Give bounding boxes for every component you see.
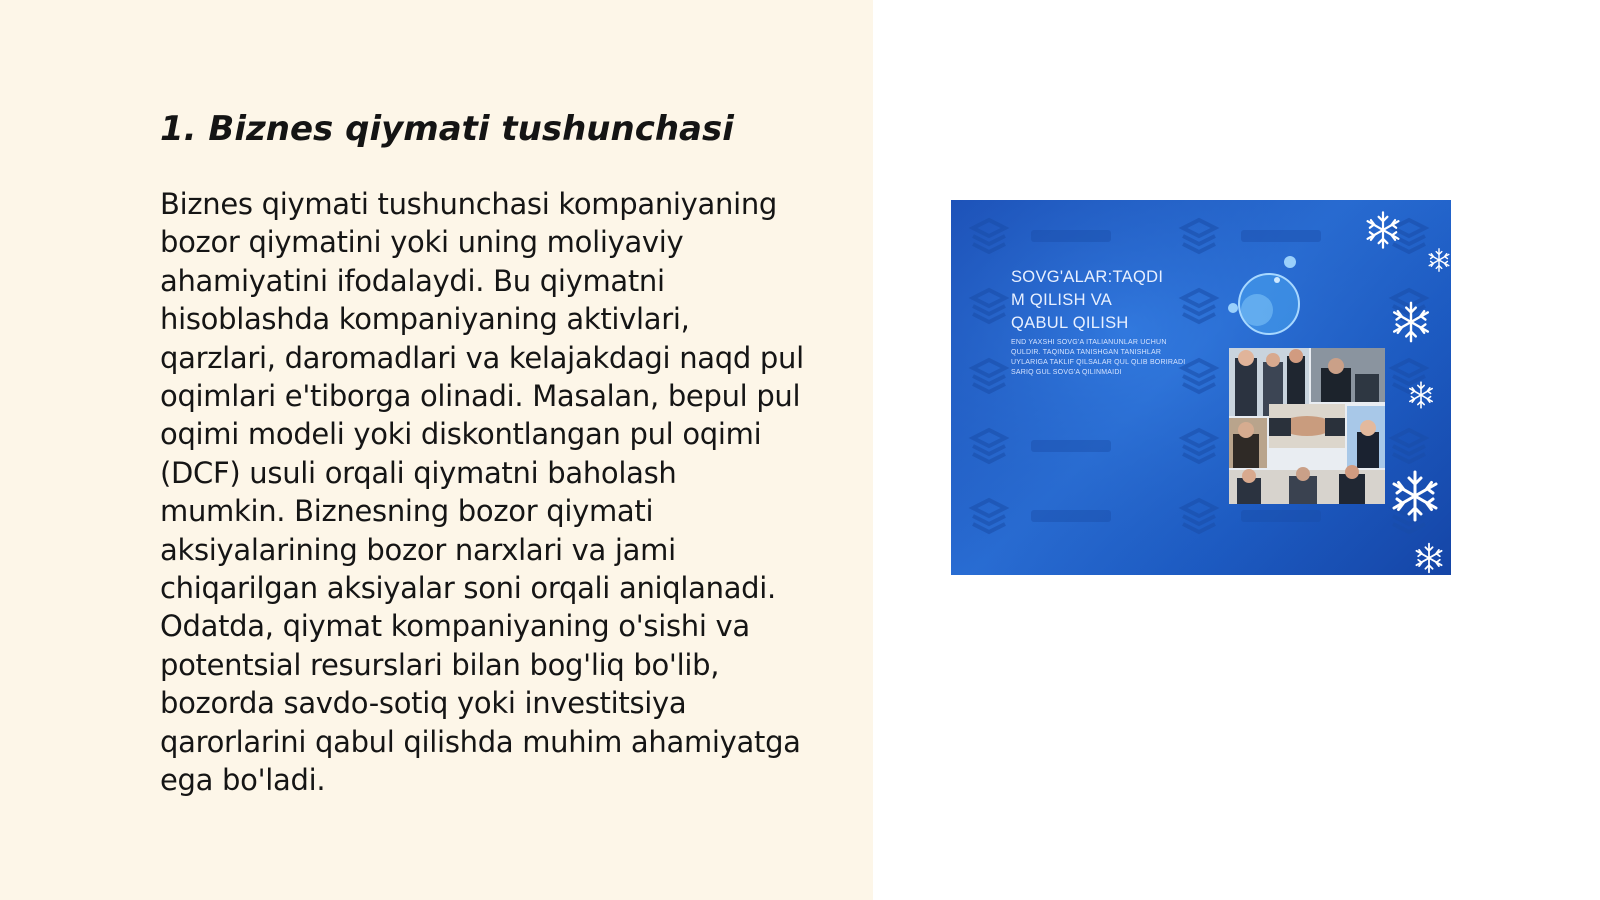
picture-heading-line: QABUL QILISH bbox=[1011, 314, 1129, 332]
body-line: qarorlarini qabul qilishda muhim ahamiyatga bbox=[160, 724, 801, 759]
picture-caption-line: QULDIR. TAQINDA TANISHGAN TANISHLAR bbox=[1011, 349, 1162, 356]
body-line: aksiyalarining bozor narxlari va jami bbox=[160, 532, 676, 567]
body-line: bozorda savdo-sotiq yoki investitsiya bbox=[160, 686, 687, 721]
business-photo-collage bbox=[1229, 348, 1385, 504]
picture-heading bbox=[1011, 266, 1201, 335]
slide-title: 1. Biznes qiymati tushunchasi bbox=[160, 109, 734, 149]
picture-caption-line: SARIQ GUL SOVG'A QILINMAIDI bbox=[1011, 369, 1122, 376]
body-line: Biznes qiymati tushunchasi kompaniyaning bbox=[160, 187, 778, 221]
picture-caption bbox=[1011, 338, 1211, 378]
body-line: potentsial resurslari bilan bog'liq bo'lib, bbox=[160, 647, 720, 682]
body-line: (DCF) usuli orqali qiymatni baholash bbox=[160, 455, 677, 490]
body-line: hisoblashda kompaniyaning aktivlari, bbox=[160, 302, 690, 337]
body-line: chiqarilgan aksiyalar soni orqali aniqlanadi. bbox=[160, 571, 776, 606]
body-line: mumkin. Biznesning bozor qiymati bbox=[160, 494, 654, 529]
body-line: bozor qiymatini yoki uning moliyaviy bbox=[160, 225, 684, 260]
body-line: oqimlari e'tiborga olinadi. Masalan, bepul pul bbox=[160, 379, 801, 414]
body-line: oqimi modeli yoki diskontlangan pul oqimi bbox=[160, 417, 762, 452]
slide-picture bbox=[951, 200, 1451, 575]
picture-heading-line: SOVG'ALAR:TAQDI bbox=[1011, 268, 1164, 286]
body-line: Odatda, qiymat kompaniyaning o'sishi va bbox=[160, 609, 750, 644]
body-line: qarzlari, daromadlari va kelajakdagi naqd pul bbox=[160, 340, 804, 375]
collage-photos bbox=[1229, 348, 1385, 504]
picture-heading-line: M QILISH VA bbox=[1011, 291, 1113, 309]
picture-caption-line: UYLARIGA TAKLIF QILSALAR QUL QLIB BORIRADI bbox=[1011, 359, 1186, 366]
body-line: ahamiyatini ifodalaydi. Bu qiymatni bbox=[160, 263, 665, 298]
slide-body-text bbox=[160, 185, 850, 800]
body-line: ega bo'ladi. bbox=[160, 763, 326, 798]
picture-caption-line: END YAXSHI SOVG'A ITALIANUNLAR UCHUN bbox=[1011, 339, 1167, 346]
